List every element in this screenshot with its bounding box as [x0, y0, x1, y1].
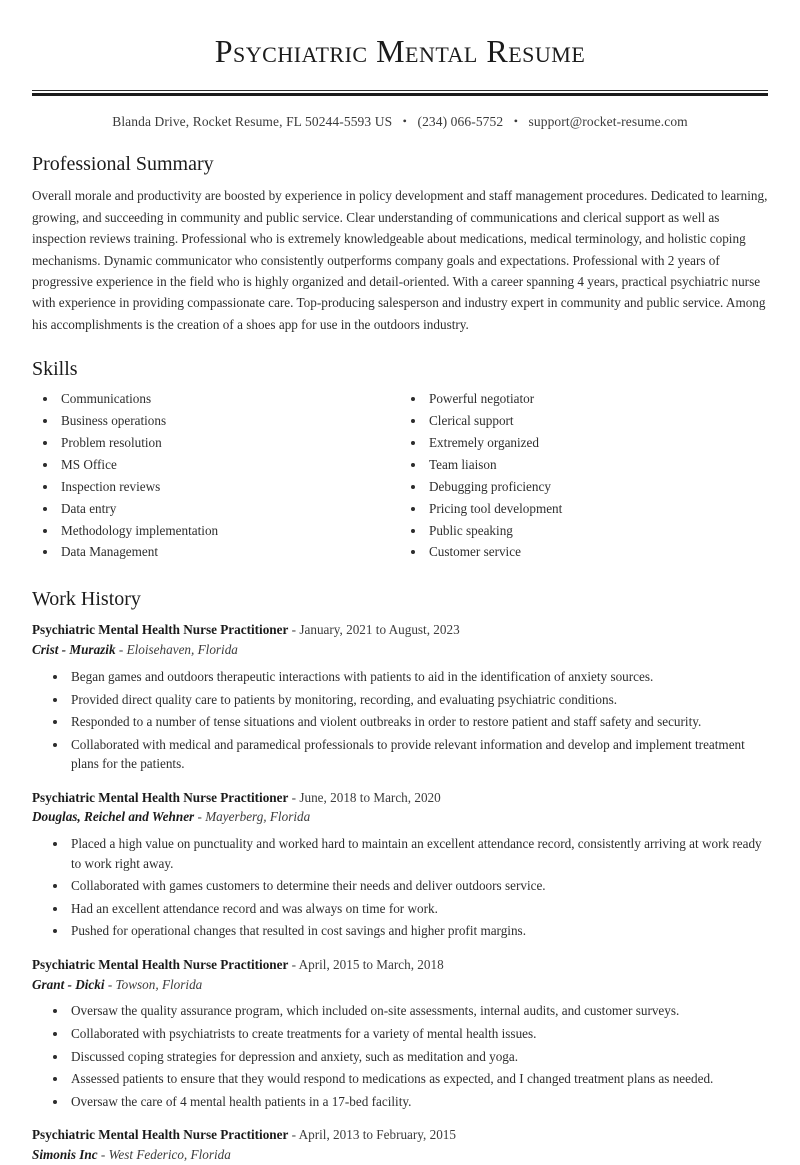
section-skills	[32, 357, 768, 565]
job-location: Towson, Florida	[115, 976, 203, 992]
list-item: • Collaborated with games customers to determine their needs and deliver outdoors service.	[68, 876, 768, 896]
list-item: • Provided direct quality care to patients by monitoring, recording, and evaluating psychiatric conditions.	[68, 690, 768, 710]
list-item: • Collaborated with medical and paramedical professionals to provide relevant information and develop and implement treatment plans for the patients.	[68, 735, 768, 774]
list-item: • Had an excellent attendance record and was always on time for work.	[68, 899, 768, 919]
list-item: • Debugging proficiency	[426, 478, 768, 495]
list-item: • Problem resolution	[58, 434, 400, 451]
list-item: • Data entry	[58, 500, 400, 517]
contact-email: support@rocket-resume.com	[528, 114, 688, 130]
job-heading: Psychiatric Mental Health Nurse Practitioner - April, 2013 to February, 2015	[32, 1127, 456, 1143]
job-title: Psychiatric Mental Health Nurse Practitioner	[32, 622, 289, 638]
skills-list-right	[400, 390, 768, 561]
job-subheading: Grant - Dicki - Towson, Florida	[32, 976, 203, 992]
contact-phone: (234) 066-5752	[417, 114, 504, 130]
job-heading: Psychiatric Mental Health Nurse Practitioner - June, 2018 to March, 2020	[32, 789, 441, 805]
section-work-history	[32, 587, 768, 1164]
job-dates: January, 2021 to August, 2023	[299, 622, 460, 638]
list-item: • Public speaking	[426, 522, 768, 539]
skills-column-left	[32, 390, 400, 565]
contact-info	[32, 114, 768, 130]
skills-column-right	[400, 390, 768, 565]
section-title-summary: Professional Summary	[32, 153, 214, 176]
job-dates: June, 2018 to March, 2020	[299, 789, 441, 805]
job-bullet-list	[32, 667, 768, 774]
list-item: • Team liaison	[426, 456, 768, 473]
list-item: • Oversaw the care of 4 mental health patients in a 17-bed facility.	[68, 1092, 768, 1112]
list-item: • Data Management	[58, 543, 400, 560]
job-heading: Psychiatric Mental Health Nurse Practitioner - April, 2015 to March, 2018	[32, 956, 444, 972]
header-divider	[32, 90, 768, 96]
job-dates: April, 2013 to February, 2015	[298, 1127, 456, 1143]
job-heading: Psychiatric Mental Health Nurse Practitioner - January, 2021 to August, 2023	[32, 622, 460, 638]
contact-separator-2: •	[513, 114, 519, 129]
list-item: • Communications	[58, 390, 400, 407]
job-bullet-list	[32, 1001, 768, 1111]
job-title: Psychiatric Mental Health Nurse Practitioner	[32, 956, 289, 972]
list-item: • Discussed coping strategies for depression and anxiety, such as meditation and yoga.	[68, 1047, 768, 1067]
job-location: Eloisehaven, Florida	[126, 642, 238, 658]
work-history-entry	[32, 788, 768, 941]
list-item: • Pricing tool development	[426, 500, 768, 517]
list-item: • Oversaw the quality assurance program, which included on-site assessments, internal audits, and customer surveys.	[68, 1001, 768, 1021]
job-title: Psychiatric Mental Health Nurse Practitioner	[32, 789, 289, 805]
summary-paragraph: Overall morale and productivity are boosted by experience in policy development and staff management procedures. Dedicated to learning, growing, and succeeding in community and public service. Clear understanding of communications and clerical support as well as inspection reviews training. Professional who is extremely knowledgeable about medications, medical terminology, and holistic coping mechanisms. Dynamic communicator who consistently outperforms company goals and expectations. Professional with 2 years of progressive experience in the field who is highly organized and detail-oriented. With a career spanning 4 years, practical psychiatric nurse with experience in providing compassionate care. Top-producing salesperson and industry expert in community and public service. Among his accomplishments is the creation of a shoes app for use in the outdoors industry.	[32, 188, 768, 332]
section-title-work-history: Work History	[32, 588, 141, 611]
job-bullet-list	[32, 834, 768, 941]
divider-line-thick	[32, 93, 768, 96]
list-item: • Clerical support	[426, 412, 768, 429]
list-item: • Responded to a number of tense situations and violent outbreaks in order to restore patient and staff safety and security.	[68, 712, 768, 732]
job-company: Crist - Murazik	[32, 642, 116, 658]
job-location: Mayerberg, Florida	[205, 809, 311, 825]
skills-columns	[32, 390, 768, 565]
list-item: • Assessed patients to ensure that they would respond to medications as expected, and I changed treatment plans as needed.	[68, 1069, 768, 1089]
list-item: • Inspection reviews	[58, 478, 400, 495]
list-item: • Business operations	[58, 412, 400, 429]
work-history-entry	[32, 955, 768, 1111]
list-item: • Collaborated with psychiatrists to create treatments for a variety of mental health issues.	[68, 1024, 768, 1044]
contact-separator-1: •	[402, 114, 407, 129]
skills-list-left	[32, 390, 400, 561]
list-item: • Pushed for operational changes that resulted in cost savings and higher profit margins.	[68, 921, 768, 941]
job-company: Simonis Inc	[32, 1146, 98, 1162]
job-title: Psychiatric Mental Health Nurse Practitioner	[32, 1127, 289, 1143]
section-title-skills: Skills	[32, 358, 78, 381]
job-company: Grant - Dicki	[32, 976, 105, 992]
job-company: Douglas, Reichel and Wehner	[32, 809, 195, 825]
list-item: • Placed a high value on punctuality and worked hard to maintain an excellent attendance record, consistently arriving at work ready to work right away.	[68, 834, 768, 873]
section-professional-summary	[32, 152, 768, 335]
list-item: • Extremely organized	[426, 434, 768, 451]
list-item: • Customer service	[426, 543, 768, 560]
list-item: • Methodology implementation	[58, 522, 400, 539]
work-history-entry	[32, 1125, 768, 1165]
page-title: Psychiatric Mental Resume	[214, 33, 586, 69]
job-subheading: Crist - Murazik - Eloisehaven, Florida	[32, 642, 238, 658]
job-subheading: Douglas, Reichel and Wehner - Mayerberg, Florida	[32, 809, 311, 825]
contact-address: Blanda Drive, Rocket Resume, FL 50244-5593 US	[112, 114, 393, 130]
list-item: • Began games and outdoors therapeutic interactions with patients to aid in the identification of anxiety sources.	[68, 667, 768, 687]
list-item: • MS Office	[58, 456, 400, 473]
job-subheading: Simonis Inc - West Federico, Florida	[32, 1146, 231, 1162]
job-location: West Federico, Florida	[108, 1146, 231, 1162]
job-dates: April, 2015 to March, 2018	[298, 956, 444, 972]
work-history-entry	[32, 620, 768, 773]
list-item: • Powerful negotiator	[426, 390, 768, 407]
